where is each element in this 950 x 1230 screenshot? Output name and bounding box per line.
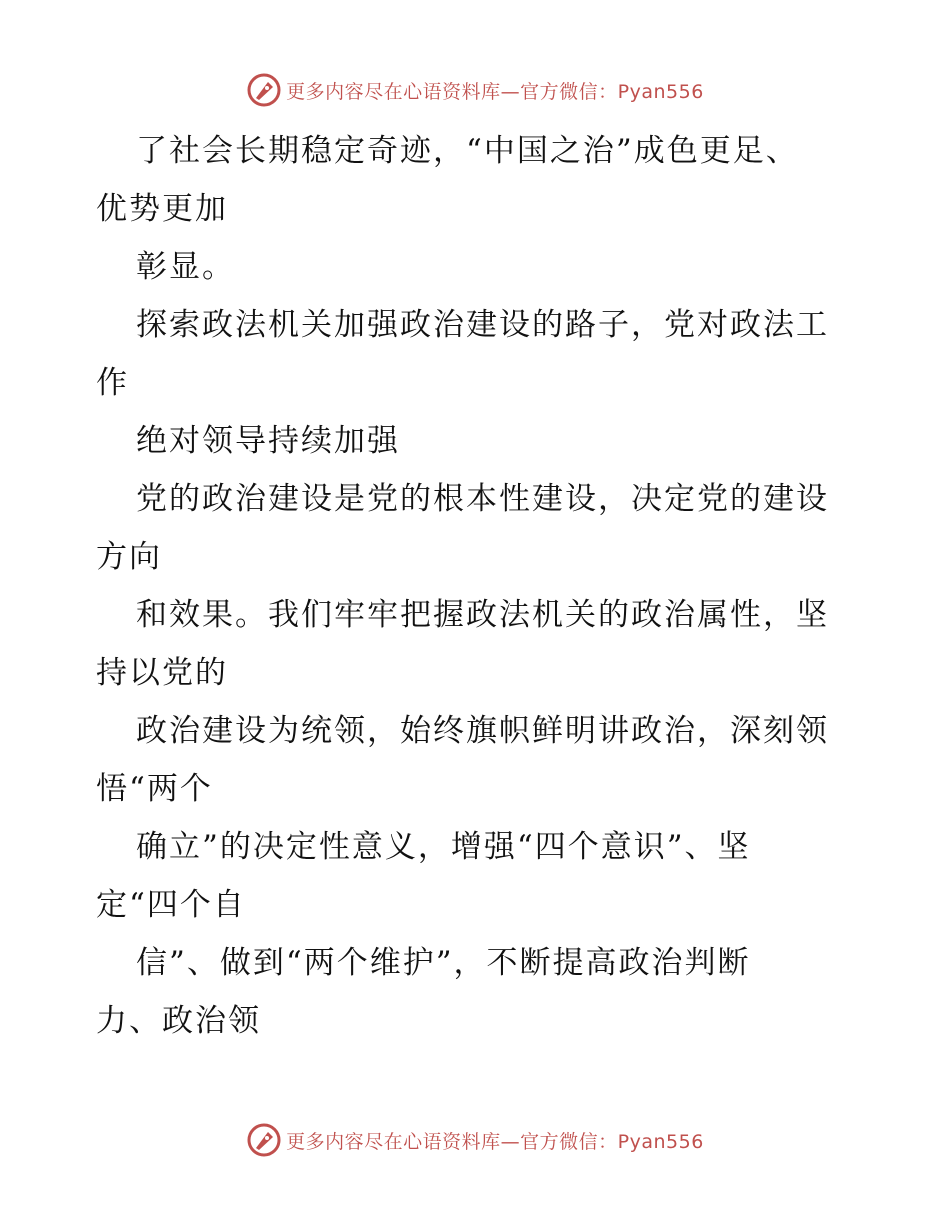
- header-banner: [0, 70, 950, 110]
- footer-banner: [0, 1120, 950, 1160]
- text-line: 作: [96, 365, 129, 401]
- text-line: 政治建设为统领，始终旗帜鲜明讲政治，深刻领: [136, 713, 829, 749]
- pen-nib-icon: [246, 72, 282, 108]
- text-line: 定“四个自: [96, 887, 246, 923]
- pen-nib-icon: [246, 1122, 282, 1158]
- text-line: 彰显。: [136, 249, 235, 285]
- text-line: 优势更加: [96, 191, 228, 227]
- document-body: [96, 122, 866, 1050]
- text-line: 信”、做到“两个维护”，不断提高政治判断: [136, 945, 751, 981]
- banner-text: 更多内容尽在心语资料库—官方微信：Pyan556: [286, 1130, 704, 1153]
- text-line: 方向: [96, 539, 162, 575]
- text-line: 持以党的: [96, 655, 228, 691]
- text-line: 绝对领导持续加强: [136, 423, 400, 459]
- banner-text: 更多内容尽在心语资料库—官方微信：Pyan556: [286, 80, 704, 103]
- text-line: 党的政治建设是党的根本性建设，决定党的建设: [136, 481, 829, 517]
- text-line: 和效果。我们牢牢把握政法机关的政治属性，坚: [136, 597, 829, 633]
- text-line: 确立”的决定性意义，增强“四个意识”、坚: [136, 829, 751, 865]
- text-line: 探索政法机关加强政治建设的路子，党对政法工: [136, 307, 829, 343]
- text-line: 了社会长期稳定奇迹，“中国之治”成色更足、: [136, 133, 799, 169]
- text-line: 悟“两个: [96, 771, 213, 807]
- text-line: 力、政治领: [96, 1003, 261, 1039]
